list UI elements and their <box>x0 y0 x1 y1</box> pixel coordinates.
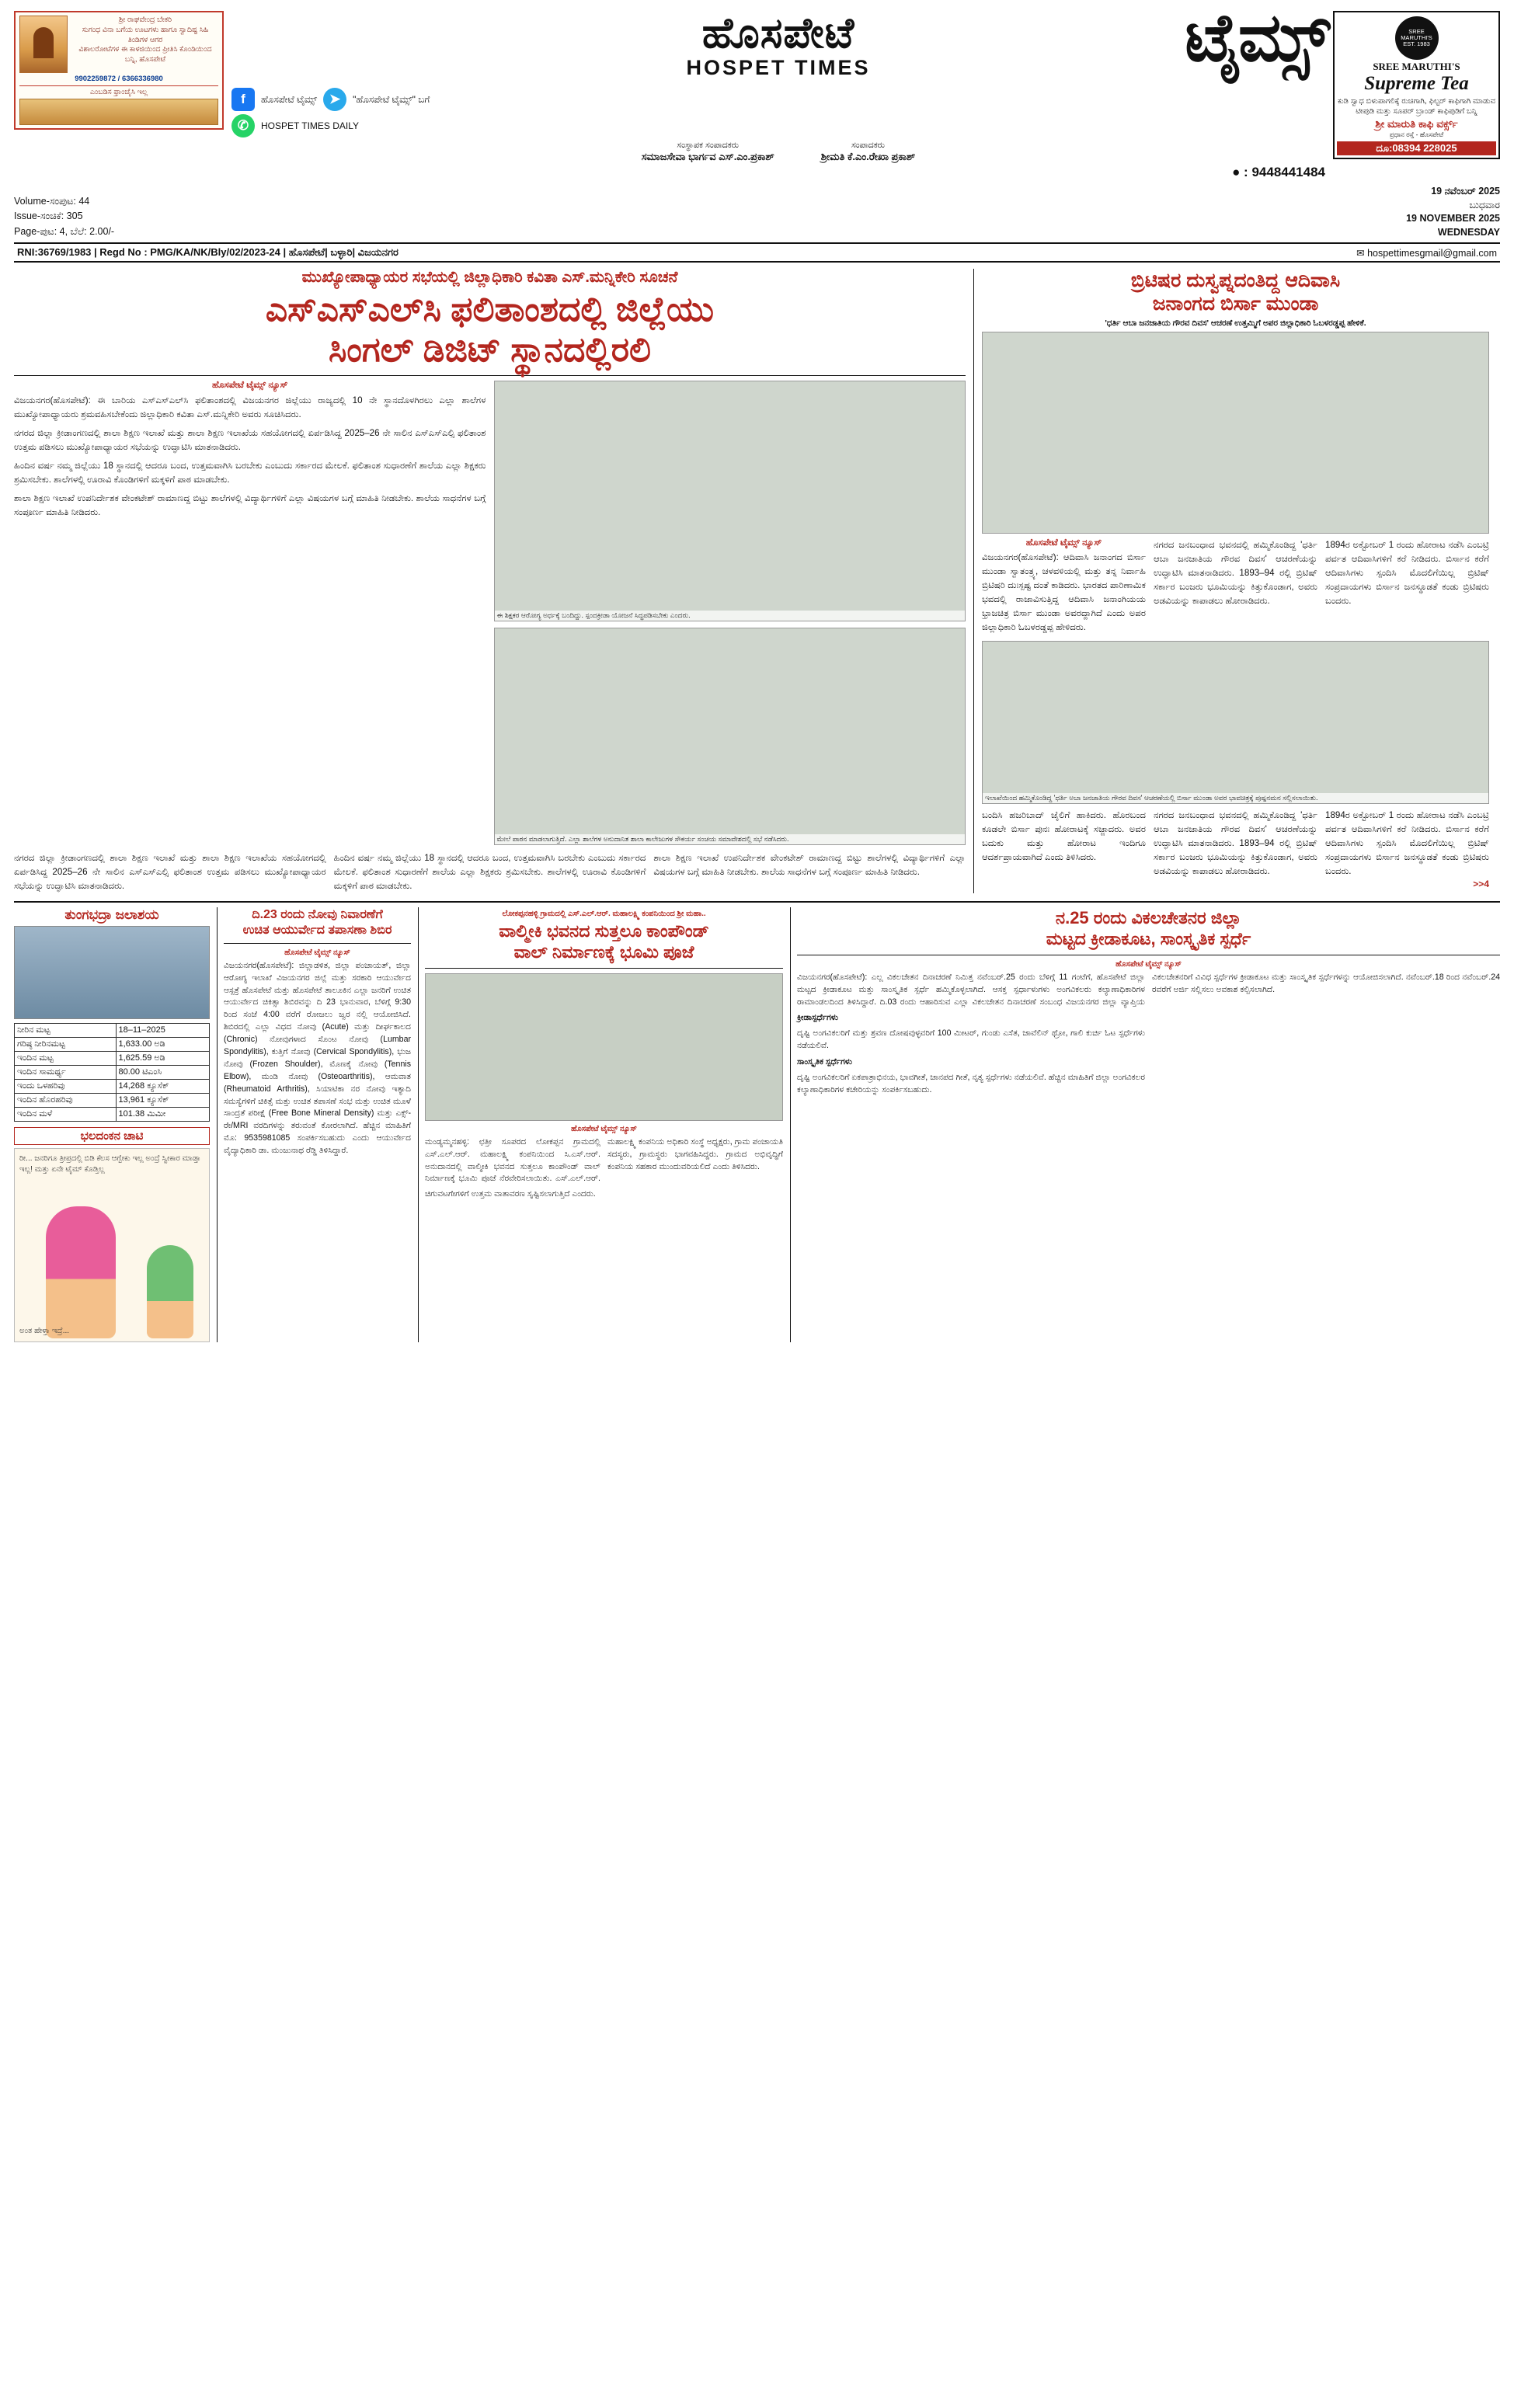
sports-cats: ದೃಷ್ಟಿ ಅಂಗವಿಕಲರಿಗೆ ಮತ್ತು ಶ್ರವಣ ದೋಷವುಳ್ಳವರಿಗೆ 100 ಮೀಟರ್, ಗುಂಡು ಎಸೆತ, ಜಾವೆಲಿನ್ ಥ್ರೋ, ಗಾಲಿ ಕುರ್ಚಿ ಓಟ ಸ್ಪರ್ಧೆಗಳು ನಡೆಯಲಿವೆ. <box>797 1028 1145 1051</box>
bakery-tagline: ಸುಗಂಧ ವಿನಾ ಬಗೆಯ ಊಟಗಳು ಹಾಗೂ ಸ್ವಾದಿಷ್ಟ ಸಿಹಿ ತಿಂಡಿಗಳ ಆಗರ <box>82 25 209 44</box>
table-row <box>15 1037 210 1051</box>
sports-cats-title: ಕ್ರೀಡಾಸ್ಪರ್ಧೆಗಳು <box>797 1013 838 1023</box>
tea-supreme-label: Supreme Tea <box>1364 73 1469 94</box>
dam-val-1: 1,633.00 ಅಡಿ <box>116 1037 209 1051</box>
tea-maruthi-label: SREE MARUTHI'S <box>1373 61 1460 72</box>
telegram-label: "ಹೊಸಪೇಟೆ ಟೈಮ್ಸ್" ಬಗೆ <box>353 93 430 105</box>
right-more-3: 1894ರ ಅಕ್ಟೋಬರ್ 1 ರಂದು ಹೋರಾಟ ನಡೆಸಿ ಎಂಬಟ್ರಿ ಪರ್ವತ ಆದಿವಾಸಿಗಳಿಗೆ ಕರೆ ನೀಡಿದರು. ಬಿರ್ಸಾನ ಕರೆಗೆ ಆದಿವಾಸಿಗಳು ಸ್ಪಂದಿಸಿ ಮೊದಲಿಗೆಯಿಲ್ಲ ಬ್ರಿಟಿಷ್ ಸಂಪ್ರದಾಯಗಳು ಬಿರ್ಸಾನ ಜನಸ್ಥೂಡತೆ ಕಂಡು ಬ್ರಿಟಿಷರು ಬಂದರು. <box>1325 809 1489 876</box>
compound-byline: ಹೊಸಪೇಟೆ ಟೈಮ್ಸ್ ನ್ಯೂಸ್ <box>571 1124 637 1133</box>
bakery-name: ಶ್ರೀ ರಾಘವೇಂದ್ರ ಬೇಕರಿ <box>118 16 172 24</box>
table-row <box>15 1023 210 1037</box>
lead-col-a: ನಗರದ ಜಿಲ್ಲಾ ಕ್ರೀಡಾಂಗಣದಲ್ಲಿ ಶಾಲಾ ಶಿಕ್ಷಣ ಇಲಾಖೆ ಮತ್ತು ಶಾಲಾ ಶಿಕ್ಷಣ ಇಲಾಖೆಯ ಸಹಯೋಗದಲ್ಲಿ ಏರ್ಪಡಿಸಿದ್ದ 2025–26 ನೇ ಸಾಲಿನ ಎಸ್ಎಸ್ಎಲ್ಸಿ ಫಲಿತಾಂಶ ಉತ್ತಮ ಪಡಿಸಲು ಮುಖ್ಯೋಪಾಧ್ಯಾಯರ ಸಭೆಯನ್ನು ಉದ್ಘಾಟಿಸಿ ಮಾತನಾಡಿದರು. <box>14 852 326 891</box>
lead-col-b: ಹಿಂದಿನ ವರ್ಷ ನಮ್ಮ ಜಿಲ್ಲೆಯು 18 ಸ್ಥಾನದಲ್ಲಿ ಆದರೂ ಬಂದ, ಉತ್ತಮವಾಗಿಸಿ ಬರಬೇಕು ಎಂಬುದು ಸರ್ಕಾರದ ಮೇಲಕೆ. ಫಲಿತಾಂಶ ಸುಧಾರಣೆಗೆ ಶಾಲೆಯ ಎಲ್ಲಾ ಶಿಕ್ಷಕರು ಶ್ರಮಿಸಬೇಕು. ಶಾಲೆಗಳಲ್ಲಿ ಊರಾವಿ ಕೊಂಡಿಗಳಿಗೆ ಮಕ್ಕಳಿಗೆ ಪಾಠ ಮಾಡಬೇಕು. <box>333 852 646 891</box>
issue-label: Issue-ಸಂಚಿಕೆ: 305 <box>14 211 83 222</box>
right-para-1: ವಿಜಯನಗರ(ಹೊಸಪೇಟೆ): ಆದಿವಾಸಿ ಜನಾಂಗದ ಬಿರ್ಸಾ ಮುಂಡಾ ಸ್ವಾತಂತ್ರ್ಯ, ಚಳವಳಿಯಲ್ಲಿ ಮತ್ತು ತನ್ನ ನಿರ್ವಾಹಿ ಬ್ರಿಟಿಷರಿ ದುಃಸ್ಪಷ್ಟ ದಂತೆ ಕಾಡಿದರು. ಭಾರತದ ಪಾರಿಣಾಮಿಕ ಭವದಲ್ಲಿ ರಾಜಾವಿಸುತ್ತಿದ್ದ ಆದಿವಾಸಿ ಜನಾಂಗಿಯಯ ಭ್ರಾಜಚಿತ್ರ ಬಿರ್ಸಾ ಮುಂಡಾ ಅವರದ್ದಾಗಿದೆ ಎಂದು ಅಪರ ಜಿಲ್ಲಾಧಿಕಾರಿ ಓಬಳರಡ್ಡಪ್ಪ ಹೇಳಿದರು. <box>982 552 1146 632</box>
lead-para-2: ನಗರದ ಜಿಲ್ಲಾ ಕ್ರೀಡಾಂಗಣದಲ್ಲಿ ಶಾಲಾ ಶಿಕ್ಷಣ ಇಲಾಖೆ ಮತ್ತು ಶಾಲಾ ಶಿಕ್ಷಣ ಇಲಾಖೆಯ ಸಹಯೋಗದಲ್ಲಿ ಏರ್ಪಡಿಸಿದ್ದ 2025–26 ನೇ ಸಾಲಿನ ಎಸ್ಎಸ್ಎಲ್ಸಿ ಫಲಿತಾಂಶ ಉತ್ತಮ ಪಡಿಸಲು ಮುಖ್ಯೋಪಾಧ್ಯಾಯರ ಸಭೆಯನ್ನು ಉದ್ಘಾಟಿಸಿ ಮಾತನಾಡಿದರು. <box>14 427 486 452</box>
tea-phone: ದೂ:08394 228025 <box>1337 141 1496 155</box>
bakery-ad-box <box>14 11 224 130</box>
lead-photo-1-caption: ಈ ಶಿಕ್ಷಕರ ಆರೋಗ್ಯ ಅರ್ಧಕ್ಕೆ ಬಂದಿದ್ದು. ಸ್ಪಂದಕ್ರೀಡಾ ಯೋಜನೆ ಸಿದ್ಧಪಡಿಸಬೇಕು ಎಂದರು. <box>495 611 966 621</box>
table-row <box>15 1065 210 1079</box>
camp-body: ವಿಜಯನಗರ(ಹೊಸಪೇಟೆ): ಜಿಲ್ಲಾಡಳಿತ, ಜಿಲ್ಲಾ ಪಂಚಾಯತ್, ಜಿಲ್ಲಾ ಆರೋಗ್ಯ ಇಲಾಖೆ ವಿಜಯನಗರ ಜಿಲ್ಲೆ ಮತ್ತು ಸರಕಾರಿ ಆಯುರ್ವೇದ ಆಸ್ಪತ್ರೆ ಹೊಸಪೇಟೆ ಮತ್ತು ಹೊಸಪೇಟೆ ತಾಲೂಕಿನ ಎಲ್ಲಾ ಜನರಿಗೆ ಉಚಿತ ಆಯುರ್ವೇದ ಚಿಕಿತ್ಸಾ ಶಿಬಿರವನ್ನು ದಿ 23 ಭಾನುವಾರ, ಬೆಳಿಗ್ಗೆ 9:30 ರಿಂದ ಸಂಜೆ 4:00 ವರೆಗೆ ರೋಜಲು ಜ್ವರ ನಲ್ಲಿ ಆಯೋಜಿಸಿದೆ. ಶಿಬಿರದಲ್ಲಿ ಎಲ್ಲಾ ವಿಧದ ನೋವು (Acute) ಮತ್ತು ದೀರ್ಘಕಾಲದ (Chronic) ನೋವುಗಳಾದ ಸೊಂಟ ನೋವು (Lumbar Spondylitis), ಕುತ್ತಿಗೆ ನೋವು (Cervical Spondylitis), ಭುಜ ನೋವು (Frozen Shoulder), ಮೊಣಕೈ ನೋವು (Tennis Elbow), ಮಂಡಿ ನೋವು (Osteoarthritis), ಆಮವಾತ (Rheumatoid Arthritis), ಸಿಯಾಟಿಕಾ ನರ ನೋವು ಇತ್ಯಾದಿ ಸಮಸ್ಯೆಗಳಿಗೆ ಚಿಕಿತ್ಸೆ ಮತ್ತು ಉಚಿತ ತಪಾಸಣೆ ಸಂಭ ಮತ್ತು ಉಚಿತ ಮೂಳೆ ಸಾಂದ್ರತೆ ಪರೀಕ್ಷೆ (Free Bone Mineral Density) ಮತ್ತು ಎಕ್ಸ್-ರೇ/MRI ವರದಿಗಳನ್ನು ತರುವಂತೆ ಕೋರಲಾಗಿದೆ. ಹೆಚ್ಚಿನ ಮಾಹಿತಿಗೆ ಮೊ: 9535981085 ಸಂಪರ್ಕಿಸಬಹುದು ಎಂದು ಆಯುರ್ವೇದ ವೈದ್ಯಾಧಿಕಾರಿ ಡಾ. ಮಂಜುನಾಥ ರೆಡ್ಡಿ ತಿಳಿಸಿದ್ದಾರೆ. <box>224 960 411 1156</box>
right-more-2: ನಗರದ ಜನಬಂಧಾದ ಭವನದಲ್ಲಿ ಹಮ್ಮಿಕೊಂಡಿದ್ದ 'ಧರ್ತಿ ಆಬಾ ಜನಜಾತಿಯ ಗೌರವ ದಿವಸ' ಆಚರಣೆಯನ್ನು ಉದ್ಘಾಟಿಸಿ ಮಾತನಾಡಿದರು. 1893–94 ರಲ್ಲಿ ಬ್ರಿಟಿಷ್ ಸರ್ಕಾರ ಬಂಜರು ಭೂಮಿಯನ್ನು ಕಿತ್ತುಕೊಂಡಾಗ, ಅವರು ಅಡವಿಯನ್ನು ಕಾಪಾಡಲು ಹೋರಾಡಿದರು. <box>1154 809 1317 876</box>
lead-para-1: ವಿಜಯನಗರ(ಹೊಸಪೇಟೆ): ಈ ಬಾರಿಯ ಎಸ್ಎಸ್ಎಲ್‌ಸಿ ಫಲಿತಾಂಶದಲ್ಲಿ ವಿಜಯನಗರ ಜಿಲ್ಲೆಯು ರಾಜ್ಯದಲ್ಲಿ 10 ನೇ ಸ್ಥಾನದೊಳಗಿರಲು ಎಲ್ಲಾ ಶಾಲೆಗಳ ಮುಖ್ಯೋಪಾಧ್ಯಾಯರು ಶ್ರಮವಹಿಸಬೇಕೆಂದು ಜಿಲ್ಲಾಧಿಕಾರಿ ಕವಿತಾ ಎಸ್.ಮನ್ನಿಕೇರಿ ಅವರು ಸೂಚಿಸಿದರು. <box>14 395 486 419</box>
compound-title-line1: ವಾಲ್ಮೀಕಿ ಭವನದ ಸುತ್ತಲೂ ಕಾಂಪೌಂಡ್ <box>499 920 709 941</box>
lead-byline: ಹೊಸಪೇಟೆ ಟೈಮ್ಸ್ ನ್ಯೂಸ್ <box>211 380 288 390</box>
paper-title-english: HOSPET TIMES <box>686 56 871 79</box>
ayurveda-camp-story <box>217 907 411 1342</box>
right-para-3: 1894ರ ಅಕ್ಟೋಬರ್ 1 ರಂದು ಹೋರಾಟ ನಡೆಸಿ ಎಂಬಟ್ರಿ ಪರ್ವತ ಆದಿವಾಸಿಗಳಿಗೆ ಕರೆ ನೀಡಿದರು. ಬಿರ್ಸಾನ ಕರೆಗೆ ಆದಿವಾಸಿಗಳು ಸ್ಪಂದಿಸಿ ಮೊದಲಿಗೆಯಿಲ್ಲ ಬ್ರಿಟಿಷ್ ಸಂಪ್ರದಾಯಗಳು ಬಿರ್ಸಾನ ಜನಸ್ಥೂಡತೆ ಕಂಡು ಬ್ರಿಟಿಷರು ಬಂದರು. <box>1325 540 1489 606</box>
dam-key-4: ಇಂದು ಒಳಹರಿವು <box>15 1079 117 1093</box>
lead-photo-2 <box>494 628 966 845</box>
sports-cultural-title: ಸಾಂಸ್ಕೃತಿಕ ಸ್ಪರ್ಧೆಗಳು <box>797 1057 852 1067</box>
sports-title-line1: ನ.25 ರಂದು ವಿಕಲಚೇತನರ ಜಿಲ್ಲಾ <box>1055 907 1242 927</box>
table-row <box>15 1051 210 1065</box>
facebook-icon[interactable]: f <box>231 88 255 111</box>
compound-photo-caption: ಚಿಗುವಟಗೇಗಳಿಗೆ ಉತ್ತಮ ವಾತಾವರಣ ಸೃಷ್ಟಿಸಲಾಗುತ್ತಿದೆ ಎಂದರು. <box>425 1189 596 1199</box>
right-photo-2 <box>982 641 1489 804</box>
right-photo-1 <box>982 332 1489 534</box>
lead-col-c: ಶಾಲಾ ಶಿಕ್ಷಣ ಇಲಾಖೆ ಉಪನಿರ್ದೇಶಕ ವೇಂಕಟೇಶ್ ರಾಮಾಣದ್ದ ಬಿಟ್ಟು ಶಾಲೆಗಳಲ್ಲಿ ವಿದ್ಯಾರ್ಥಿಗಳಿಗೆ ಎಲ್ಲಾ ವಿಷಯಗಳ ಬಗ್ಗೆ ಮಾಹಿತಿ ನೀಡಬೇಕು. ಶಾಲೆಯ ಸಾಧನೆಗಳ ಬಗ್ಗೆ ಸಂಪೂರ್ಣ ಮಾಹಿತಿ ನೀಡಿದರು. <box>653 852 966 877</box>
dam-key-2: ಇಂದಿನ ಮಟ್ಟ <box>15 1051 117 1065</box>
sports-cultural: ದೃಷ್ಟಿ ಅಂಗವಿಕಲರಿಗೆ ಏಕಪಾತ್ರಾಭಿನಯ, ಭಾವಗೀತೆ, ಜಾನಪದ ಗೀತೆ, ನೃತ್ಯ ಸ್ಪರ್ಧೆಗಳು ನಡೆಯಲಿವೆ. ಹೆಚ್ಚಿನ ಮಾಹಿತಿಗೆ ಜಿಲ್ಲಾ ಅಂಗವಿಕಲರ ಕಲ್ಯಾಣಾಧಿಕಾರಿಗಳ ಕಚೇರಿಯನ್ನು ಸಂಪರ್ಕಿಸಬಹುದು. <box>797 1072 1145 1094</box>
dam-title: ತುಂಗಭದ್ರಾ ಜಲಾಶಯ <box>64 906 159 922</box>
paper-title-times: ಟೈಮ್ಸ್ <box>1185 1 1330 75</box>
right-headline-line2: ಜನಾಂಗದ ಬಿರ್ಸಾ ಮುಂಡಾ <box>1152 293 1319 315</box>
lead-headline-line1: ಎಸ್‌ಎಸ್‌ಎಲ್‌ಸಿ ಫಲಿತಾಂಶದಲ್ಲಿ ಜಿಲ್ಲೆಯು <box>265 291 715 329</box>
tea-address: ಪ್ರಧಾನ ರಸ್ತೆ - ಹೊಸಪೇಟೆ <box>1389 130 1444 138</box>
table-row <box>15 1079 210 1093</box>
whatsapp-icon[interactable]: ✆ <box>231 114 255 137</box>
founder-label: ಸಂಸ್ಥಾಪಕ ಸಂಪಾದಕರು <box>677 141 740 150</box>
lead-para-3: ಹಿಂದಿನ ವರ್ಷ ನಮ್ಮ ಜಿಲ್ಲೆಯು 18 ಸ್ಥಾನದಲ್ಲಿ ಆದರೂ ಬಂದ, ಉತ್ತಮವಾಗಿಸಿ ಬರಬೇಕು ಎಂಬುದು ಸರ್ಕಾರದ ಮೇಲಕೆ. ಫಲಿತಾಂಶ ಸುಧಾರಣೆಗೆ ಶಾಲೆಯ ಎಲ್ಲಾ ಶಿಕ್ಷಕರು ಶ್ರಮಿಸಬೇಕು. ಶಾಲೆಗಳಲ್ಲಿ ಊರಾವಿ ಕೊಂಡಿಗಳಿಗೆ ಮಕ್ಕಳಿಗೆ ಪಾಠ ಮಾಡಬೇಕು. <box>14 460 486 485</box>
main-columns <box>14 269 1500 893</box>
dam-val-5: 13,961 ಕ್ಯೂಸೆಕ್ <box>116 1093 209 1107</box>
social-links <box>231 88 1325 111</box>
lead-photo-2-caption: ಮೇಲೆ ಪಾಠನ ಮಾಡಲಾಗುತ್ತಿದೆ. ಎಲ್ಲಾ ಶಾಲೆಗಳ ಅನುದಾನಿತ ಶಾಲಾ ಕಾಲೇಜುಗಳ ಸೌಕರ್ಯ ಸಂಚಯ ಸಮಾವೇಶದಲ್ಲಿ ಸಭೆ ನಡೆಸಿದರು. <box>495 834 966 844</box>
pages-label: Page-ಪುಟ: 4, ಬೆಲೆ: 2.00/- <box>14 225 115 237</box>
disabled-sports-story <box>790 907 1500 1342</box>
tea-kannada-text: ಕುಡಿ ಸ್ವಾಧ ಬಿಳುಪಾಗಲಿಕ್ಕೆ ರುಚಿಗಾಗಿ, ಫಿಲ್ಟರ್ ಕಾಫಿಗಾಗಿ ಮಾಡುವ ಟೀಪುಡಿ ಮತ್ತು ಸೂಪರ್ ಬ್ರಾಂಡ್ ಕಾಫಿಪುಡಿಗೆ ಬನ್ನಿ <box>1337 97 1496 116</box>
right-subhead: 'ಧರ್ತಿ ಆಬಾ ಜನಜಾತಿಯ ಗೌರವ ದಿವಸ' ಆಚರಣೆ ಉತ್ತಮ್ಮಿಗೆ ಅಪರ ಜಿಲ್ಲಾಧಿಕಾರಿ ಓಬಳರಡ್ಡಪ್ಪ ಹೇಳಿಕೆ. <box>1105 318 1366 328</box>
compound-body: ಮಂಡ್ಯಮ್ಮನಹಳ್ಳಿ: ಛತ್ರೀ ಸೂಪರದ ಲೋಕಪ್ಪನ ಗ್ರಾಮದಲ್ಲಿ ಎಸ್.ಎಲ್.ಆರ್. ಮಹಾಲಕ್ಷ್ಮಿ ಕಂಪನಿಯಿಂದ ಸಿ.ಎಸ್.ಆರ್. ಅನುದಾನದಲ್ಲಿ ವಾಲ್ಮೀಕಿ ಭವನದ ಸುತ್ತಲೂ ಕಾಂಪೌಂಡ್ ವಾಲ್ ನಿರ್ಮಾಣಕ್ಕೆ ಭೂಮಿ ಪೂಜೆ ನೆರವೇರಿಸಲಾಯಿತು. ಎಸ್.ಎಲ್.ಆರ್. ಮಹಾಲಕ್ಷ್ಮಿ ಕಂಪನಿಯ ಅಧಿಕಾರಿ ಸಂಸ್ಥೆ ಅಧ್ಯಕ್ಷರು, ಗ್ರಾಮ ಪಂಚಾಯತಿ ಸದಸ್ಯರು, ಗ್ರಾಮಸ್ಥರು ಭಾಗವಹಿಸಿದ್ದರು. ಗ್ರಾಮದ ಅಭಿವೃದ್ಧಿಗೆ ಕಂಪನಿಯ ಸಹಕಾರ ಮುಂದುವರಿಯಲಿದೆ ಎಂದು ತಿಳಿಸಿದರು. <box>425 1136 783 1184</box>
day-english: WEDNESDAY <box>1437 226 1500 238</box>
masthead-phone-number: 9448441484 <box>1251 165 1325 179</box>
date-english: 19 NOVEMBER 2025 <box>1406 213 1500 224</box>
cartoon-panel <box>14 1148 210 1342</box>
right-para-2: ನಗರದ ಜನಬಂಧಾದ ಭವನದಲ್ಲಿ ಹಮ್ಮಿಕೊಂಡಿದ್ದ 'ಧರ್ತಿ ಆಬಾ ಜನಜಾತಿಯ ಗೌರವ ದಿವಸ' ಆಚರಣೆಯನ್ನು ಉದ್ಘಾಟಿಸಿ ಮಾತನಾಡಿದರು. 1893–94 ರಲ್ಲಿ ಬ್ರಿಟಿಷ್ ಸರ್ಕಾರ ಬಂಜರು ಭೂಮಿಯನ್ನು ಕಿತ್ತುಕೊಂಡಾಗ, ಅವರು ಅಡವಿಯನ್ನು ಕಾಪಾಡಲು ಹೋರಾಡಿದರು. <box>1154 540 1317 606</box>
lead-headline-line2: ಸಿಂಗಲ್ ಡಿಜಿಟ್ ಸ್ಥಾನದಲ್ಲಿರಲಿ <box>328 330 652 369</box>
editors-row <box>231 141 1325 163</box>
volume-label: Volume-ಸಂಪುಟ: 44 <box>14 195 90 207</box>
table-row <box>15 1093 210 1107</box>
camp-title-line2: ಉಚಿತ ಆಯುರ್ವೇದ ತಪಾಸಣಾ ಶಿಬಿರ <box>242 923 392 937</box>
sports-byline: ಹೊಸಪೇಟೆ ಟೈಮ್ಸ್ ನ್ಯೂಸ್ <box>1115 959 1182 969</box>
dam-val-0: 18–11–2025 <box>116 1023 209 1037</box>
facebook-label: ಹೊಸಪೇಟೆ ಟೈಮ್ಸ್ <box>261 93 318 105</box>
dam-table <box>14 1023 210 1122</box>
right-headline-line1: ಬ್ರಿಟಿಷರ ದುಸ್ವಪ್ನದಂತಿದ್ದ ಆದಿವಾಸಿ <box>1130 270 1341 291</box>
compound-wall-story <box>418 907 783 1342</box>
bakery-tagline-2: ವಿಶಾಲರೋಟೆಗಳ ಈ ಕಾಳಜಿಯಿಂದ ಪ್ರೀತಿಸಿ ಕೊಂಡಿಯಿಂದ ಬನ್ನಿ, ಹೊಸಪೇಟೆ <box>78 45 212 64</box>
dam-val-4: 14,268 ಕ್ಯೂಸೆಕ್ <box>116 1079 209 1093</box>
lead-para-4: ಶಾಲಾ ಶಿಕ್ಷಣ ಇಲಾಖೆ ಉಪನಿರ್ದೇಶಕ ವೇಂಕಟೇಶ್ ರಾಮಾಣದ್ದ ಬಿಟ್ಟು ಶಾಲೆಗಳಲ್ಲಿ ವಿದ್ಯಾರ್ಥಿಗಳಿಗೆ ಎಲ್ಲಾ ವಿಷಯಗಳ ಬಗ್ಗೆ ಮಾಹಿತಿ ನೀಡಬೇಕು. ಶಾಲೆಯ ಸಾಧನೆಗಳ ಬಗ್ಗೆ ಸಂಪೂರ್ಣ ಮಾಹಿತಿ ನೀಡಿದರು. <box>14 492 486 517</box>
bottom-section <box>14 901 1500 1342</box>
cartoon-title: ಭಲದಂಕನ ಚಾಟಿ <box>14 1127 210 1145</box>
compound-kicker: ಲೋಕಪ್ಪನಹಳ್ಳಿ ಗ್ರಾಮದಲ್ಲಿ ಎಸ್.ಎಲ್.ಆರ್. ಮಹಾಲಕ್ಷ್ಮಿ ಕಂಪನಿಯಿಂದ ಶ್ರೀ ಮಹಾ.. <box>502 909 706 918</box>
secondary-story <box>973 269 1489 893</box>
sports-body: ವಿಜಯನಗರ(ಹೊಸಪೇಟೆ): ಎಲ್ಲ ವಿಕಲಚೇತನ ದಿನಾಚರಣೆ ನಿಮಿತ್ತ ನವೆಂಬರ್.25 ರಂದು ಬೆಳಿಗ್ಗೆ 11 ಗಂಟೆಗೆ, ಹೊಸಪೇಟೆ ಜಿಲ್ಲಾ ಮಟ್ಟದ ಕ್ರೀಡಾಕೂಟ ಮತ್ತು ಸಾಂಸ್ಕೃತಿಕ ಸ್ಪರ್ಧೆ ಹಮ್ಮಿಕೊಳ್ಳಲಾಗಿದೆ. ಆಸಕ್ತ ಸ್ಪರ್ಧಾಳುಗಳು ಅಂಗವಿಕಲರು ಕಲ್ಯಾಣಾಧಿಕಾರಿಗಳ ರಾಮಾಂಡಲದಿಂದ ತಿಳಿಸಿದ್ದಾರೆ. ದಿ.03 ರಂದು ಆಹಾರಿಸುವ ಎಲ್ಲಾ ವಿಕಲಚೇತನ ದಿನಾಚರಣೆ ಸಂಬಂಧ ವಿಜಯನಗರ ಜಿಲ್ಲಾ ವ್ಯಾಪ್ತಿಯ ವಿಕಲಚೇತನರಿಗೆ ವಿವಿಧ ಸ್ಪರ್ಧೆಗಳ ಕ್ರೀಡಾಕೂಟ ಮತ್ತು ಸಾಂಸ್ಕೃತಿಕ ಸ್ಪರ್ಧೆಗಳನ್ನು ಆಯೋಜಿಸಲಾಗಿದೆ. ನವೆಂಬರ್.18 ರಿಂದ ನವೆಂಬರ್.24 ರವರೆಗೆ ಅರ್ಜಿ ಸಲ್ಲಿಸಲು ಅವಕಾಶ ಕಲ್ಪಿಸಲಾಗಿದೆ. <box>797 972 1500 1007</box>
camp-byline: ಹೊಸಪೇಟೆ ಟೈಮ್ಸ್ ನ್ಯೂಸ್ <box>284 948 350 957</box>
dam-photo <box>14 926 210 1019</box>
rni-text: RNI:36769/1983 | Regd No : PMG/KA/NK/Bly/02/2023-24 | ಹೊಸಪೇಟೆ| ಬಳ್ಳಾರಿ| ವಿಜಯನಗರ <box>17 246 399 258</box>
camp-title-line1: ದಿ.23 ರಂದು ನೋವು ನಿವಾರಣೆಗೆ <box>252 907 383 921</box>
right-byline: ಹೊಸಪೇಟೆ ಟೈಮ್ಸ್ ನ್ಯೂಸ್ <box>1025 538 1102 548</box>
masthead-center <box>231 1 1330 180</box>
tea-ad-box <box>1333 11 1500 159</box>
lead-photo-1 <box>494 381 966 621</box>
dam-key-0: ನೀರಿನ ಮಟ್ಟ <box>15 1023 117 1037</box>
dam-val-2: 1,625.59 ಅಡಿ <box>116 1051 209 1065</box>
dam-key-6: ಇಂದಿನ ಮಳೆ <box>15 1107 117 1121</box>
cartoon-caption-2: ಅಂತ ಹೇಳ್ತಾ ಇದ್ರೆ... <box>19 1326 70 1335</box>
sports-title-line2: ಮಟ್ಟದ ಕ್ರೀಡಾಕೂಟ, ಸಾಂಸ್ಕೃತಿಕ ಸ್ಪರ್ಧೆ <box>1046 929 1251 949</box>
bakery-phones: 9902259872 / 6366336980 <box>75 75 163 83</box>
right-more-1: ಬಂದಿಸಿ ಹಜರಿಬಾದ್ ಜೈಲಿಗೆ ಹಾಕಿದರು. ಹೊರಬಂದ ಕೂಡಲೇ ಬಿರ್ಸಾ ಪುನಃ ಹೋರಾಟಕ್ಕೆ ಸಜ್ಜಾದರು. ಅವರ ಬದುಕು ಮತ್ತು ಹೋರಾಟ ಇಂದಿಗೂ ಆದರ್ಶಪ್ರಾಯವಾಗಿದೆ ಎಂದು ತಿಳಿಸಿದರು. <box>982 809 1146 862</box>
dam-key-3: ಇಂದಿನ ಸಾಮರ್ಥ್ಯ <box>15 1065 117 1079</box>
masthead-phone: ● : 9448441484 <box>1232 165 1325 179</box>
sweets-photo <box>19 99 218 125</box>
dam-val-6: 101.38 ಮಿಮೀ <box>116 1107 209 1121</box>
lead-kicker: ಮುಖ್ಯೋಪಾಧ್ಯಾಯರ ಸಭೆಯಲ್ಲಿ ಜಿಲ್ಲಾಧಿಕಾರಿ ಕವಿತಾ ಎಸ್.ಮನ್ನಿಕೇರಿ ಸೂಚನೆ <box>301 269 678 286</box>
cartoon-figure-2 <box>147 1245 193 1338</box>
email-text[interactable]: ✉ hospettimesgmail@gmail.com <box>1356 247 1497 259</box>
right-photo-2-caption: ಇಲಾಖೆಯಿಂದ ಹಮ್ಮಿಕೊಂಡಿದ್ದ 'ಧರ್ತಿ ಅಬಾ ಜನಜಾತಿಯ ಗೌರವ ದಿವಸ' ಆಚರಣೆಯಲ್ಲಿ ಬಿರ್ಸಾ ಮುಂಡಾ ಅವರ ಭಾವಚಿತ್ರಕ್ಕೆ ಪುಷ್ಪನಮನ ಸಲ್ಲಿಸಲಾಯಿತು. <box>983 793 1488 803</box>
dam-val-3: 80.00 ಟಿಎಂಸಿ <box>116 1065 209 1079</box>
dam-key-1: ಗರಿಷ್ಠ ನೀರಿನಮಟ್ಟ <box>15 1037 117 1051</box>
bakery-note: ಎಂಬಡಿಸ ಫ್ರಾಂಚೈಸಿ ಇಲ್ಲ <box>19 85 218 96</box>
cartoon-caption-1: ರೀ... ಜನರಿಗೂ ತ್ರೀಪ್ರದಲ್ಲಿ ಬಿಡಿ ಕೆಲಸ ಆಗ್ಬೇಕು ಇಲ್ಲ ಅಂದ್ರೆ ಸ್ವೀಕಾರ ಮಾಡ್ತಾ ಇಲ್ಲ! ಮತ್ತು ಏನೇ ಟೈಮ್ ಕೊಡ್ತಿಲ್ಲ <box>19 1154 201 1174</box>
paper-title-kannada: ಹೊಸಪೇಟೆ <box>701 10 855 57</box>
editor-name: ಶ್ರೀಮತಿ ಕೆ.ಎಂ.ರೇಖಾ ಪ್ರಕಾಶ್ <box>820 151 916 162</box>
info-bar <box>14 185 1500 239</box>
date-kannada: 19 ನವೆಂಬರ್ 2025 <box>1431 186 1500 197</box>
founder-name: ಸಮಾಜಸೇವಾ ಭಾರ್ಗವ ಎಸ್.ಎಂ.ಪ್ರಕಾಶ್ <box>641 151 774 162</box>
dam-box <box>14 907 210 1342</box>
tea-brand-name: ಶ್ರೀ ಮಾರುತಿ ಕಾಫಿ ವರ್ಕ್ಸ್ <box>1375 118 1458 130</box>
whatsapp-label: HOSPET TIMES DAILY <box>261 120 360 131</box>
email-address: hospettimesgmail@gmail.com <box>1367 247 1497 259</box>
rni-bar <box>14 242 1500 263</box>
cartoon-figure-1 <box>46 1206 116 1338</box>
editor-label: ಸಂಪಾದಕರು <box>851 141 885 150</box>
compound-title-line2: ವಾಲ್ ನಿರ್ಮಾಣಕ್ಕೆ ಭೂಮಿ ಪೂಜೆ <box>513 942 694 962</box>
telegram-icon[interactable]: ➤ <box>323 88 346 111</box>
table-row <box>15 1107 210 1121</box>
continued-marker[interactable]: >>4 <box>1473 878 1489 889</box>
lead-story <box>14 269 966 893</box>
dam-key-5: ಇಂದಿನ ಹೊರಹರಿವು <box>15 1093 117 1107</box>
deity-image <box>19 16 68 73</box>
tea-logo-icon: SREE MARUTHI'S EST. 1983 <box>1395 16 1439 60</box>
masthead <box>14 1 1500 180</box>
compound-photo <box>425 973 783 1121</box>
city-label: ಬುಧವಾರ <box>1469 199 1500 211</box>
